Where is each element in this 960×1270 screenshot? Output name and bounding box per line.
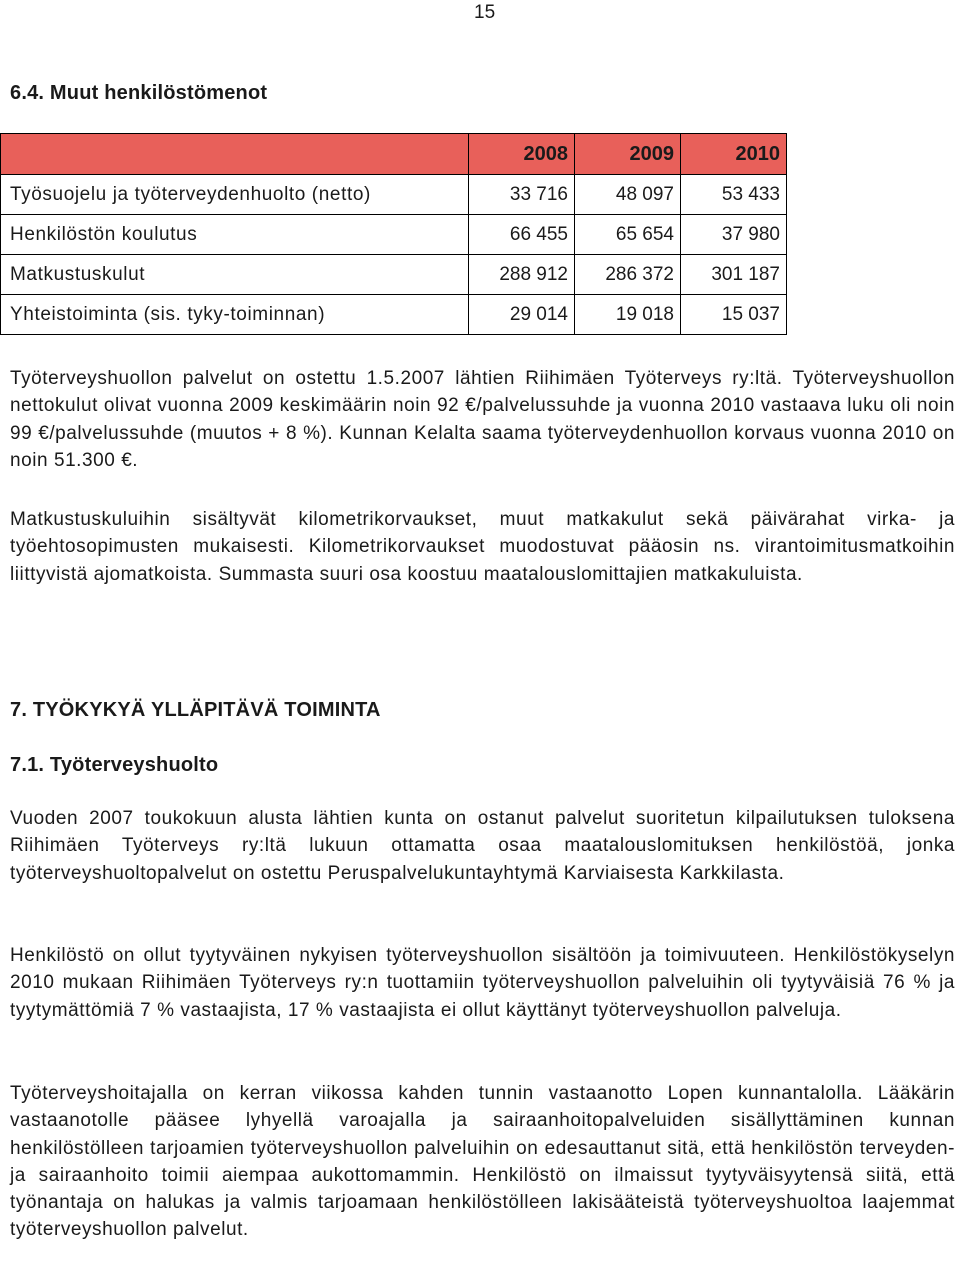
year-header: 2008 bbox=[469, 134, 575, 175]
cell-value: 53 433 bbox=[681, 175, 787, 215]
table-row bbox=[1, 175, 787, 215]
chapter-heading: 7. TYÖKYKYÄ YLLÄPITÄVÄ TOIMINTA bbox=[10, 699, 381, 721]
cell-value: 65 654 bbox=[575, 215, 681, 255]
row-label: Henkilöstön koulutus bbox=[1, 215, 469, 255]
paragraph-service-provider: Vuoden 2007 toukokuun alusta lähtien kunta on ostanut palvelut suoritetun kilpailutuksen tuloksena Riihimäen Työterveys ry:ltä lukuun ottamatta osaa maatalouslomituksen henkilöstöä, jonka työterveyshuoltopalvelut on ostettu Peruspalvelukuntayhtymä Karviaisesta Karkkilasta. bbox=[10, 808, 955, 884]
table-row bbox=[1, 295, 787, 335]
table-row bbox=[1, 215, 787, 255]
cell-value: 37 980 bbox=[681, 215, 787, 255]
cell-value: 288 912 bbox=[469, 255, 575, 295]
cell-value: 19 018 bbox=[575, 295, 681, 335]
paragraph-occupational-health-costs: Työterveyshuollon palvelut on ostettu 1.5.2007 lähtien Riihimäen Työterveys ry:ltä. Työterveyshuollon nettokulut olivat vuonna 2009 keskimäärin noin 92 €/palvelussuhde ja vuonna 2010 vastaava luku oli noin 99 €/palvelussuhde (muutos + 8 %). Kunnan Kelalta saama työterveydenhuollon korvaus vuonna 2010 on noin 51.300 €. bbox=[10, 368, 955, 471]
cell-value: 48 097 bbox=[575, 175, 681, 215]
cell-value: 286 372 bbox=[575, 255, 681, 295]
section-heading: 6.4. Muut henkilöstömenot bbox=[10, 82, 268, 104]
year-header: 2010 bbox=[681, 134, 787, 175]
paragraph-travel-costs: Matkustuskuluihin sisältyvät kilometrikorvaukset, muut matkakulut sekä päivärahat virka- ja työehtosopimusten mukaisesti. Kilometrikorvaukset muodostuvat pääosin ns. virantoimitusmatkoihin liittyvistä ajomatkoista. Summasta suuri osa koostuu maatalouslomittajien matkakuluista. bbox=[10, 509, 955, 585]
paragraph-staff-satisfaction: Henkilöstö on ollut tyytyväinen nykyisen työterveyshuollon sisältöön ja toimivuuteen. Henkilöstökyselyn 2010 mukaan Riihimäen Työterveys ry:n tuottamiin työterveyshuollon palveluihin oli tyytyväisiä 76 % ja tyytymättömiä 7 % vastaajista, 17 % vastaajista ei ollut käyttänyt työterveyshuollon palveluja. bbox=[10, 945, 955, 1021]
table-header-row bbox=[1, 134, 787, 175]
subsection-heading: 7.1. Työterveyshuolto bbox=[10, 754, 219, 776]
row-label: Yhteistoiminta (sis. tyky-toiminnan) bbox=[1, 295, 469, 335]
page-number: 15 bbox=[474, 2, 496, 23]
personnel-costs-table bbox=[0, 133, 787, 335]
row-label: Matkustuskulut bbox=[1, 255, 469, 295]
row-label: Työsuojelu ja työterveydenhuolto (netto) bbox=[1, 175, 469, 215]
cell-value: 301 187 bbox=[681, 255, 787, 295]
cell-value: 33 716 bbox=[469, 175, 575, 215]
cell-value: 66 455 bbox=[469, 215, 575, 255]
paragraph-appointments: Työterveyshoitajalla on kerran viikossa kahden tunnin vastaanotto Lopen kunnantalolla. Lääkärin vastaanotolle pääsee lyhyellä varoajalla ja sairaanhoitopalveluiden sisällyttäminen kunnan henkilöstölleen tarjoamien työterveyshuollon palveluihin on edesauttanut sitä, että henkilöstön terveyden- ja sairaanhoito toimii aiempaa aukottomammin. Henkilöstö on ilmaissut tyytyväisyytensä siitä, että työnantaja on halukas ja valmis tarjoamaan henkilöstölleen lakisääteistä työterveyshuoltoa laajemmat työterveyshuollon palvelut. bbox=[10, 1083, 955, 1241]
year-header: 2009 bbox=[575, 134, 681, 175]
cell-value: 29 014 bbox=[469, 295, 575, 335]
table-row bbox=[1, 255, 787, 295]
table-header-empty bbox=[1, 134, 469, 175]
cell-value: 15 037 bbox=[681, 295, 787, 335]
